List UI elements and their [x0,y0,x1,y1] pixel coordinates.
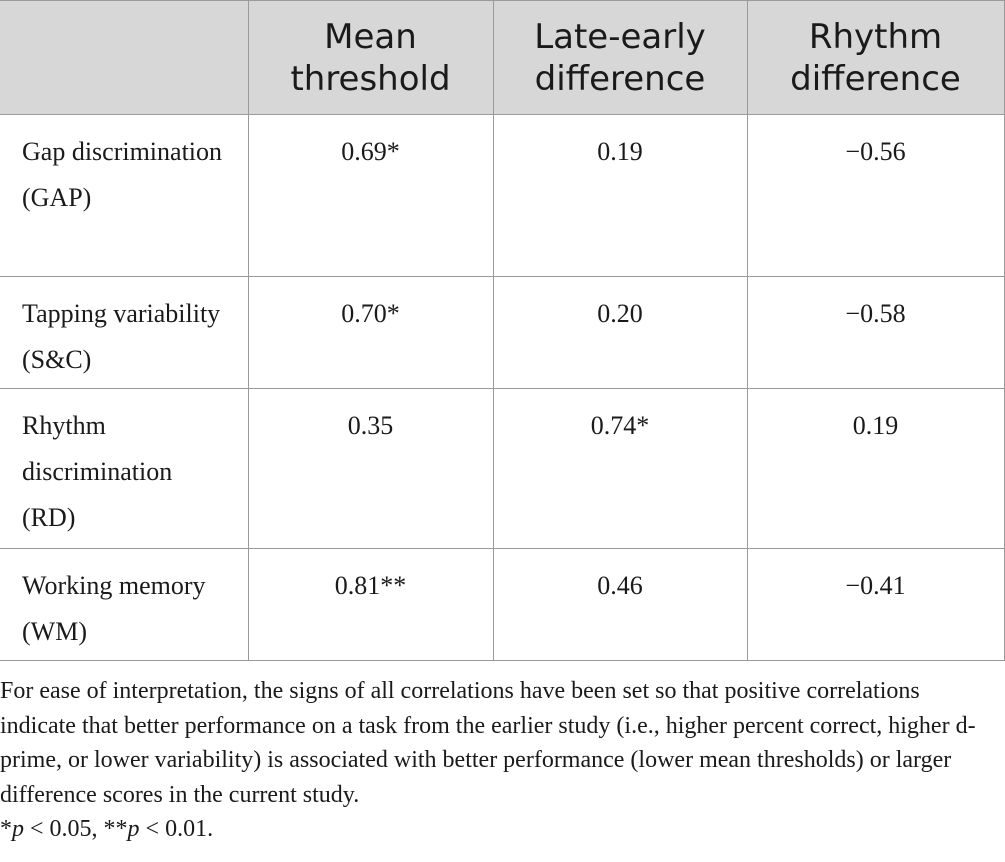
cell-late-early: 0.20 [493,277,747,389]
table-header-row [0,1,1004,115]
cell-late-early: 0.74* [493,389,747,549]
cell-rhythm: −0.56 [747,115,1004,277]
table-row [0,389,1004,549]
table-row [0,115,1004,277]
sig-b-rest: < 0.01. [139,816,214,842]
significance-note [0,812,1000,847]
header-rhythm-difference: Rhythm difference [747,1,1004,115]
cell-rhythm: 0.19 [747,389,1004,549]
cell-rhythm: −0.58 [747,277,1004,389]
row-label: Rhythm discrimination (RD) [0,389,248,549]
cell-mean-threshold: 0.69* [248,115,493,277]
sig-p-var: p [12,816,24,842]
sig-prefix: * [0,816,12,842]
table-row [0,549,1004,661]
sig-a-rest: < 0.05, ** [24,816,128,842]
cell-late-early: 0.46 [493,549,747,661]
table-row [0,277,1004,389]
cell-late-early: 0.19 [493,115,747,277]
cell-mean-threshold: 0.70* [248,277,493,389]
header-mean-threshold: Mean threshold [248,1,493,115]
footnote-text: For ease of interpretation, the signs of all correlations have been set so that positive correlations indicate that better performance on a task from the earlier study (i.e., higher percent correct, higher d-prime, or lower variability) is associated with better performance (lower mean thresholds) or larger difference scores in the current study. [0,678,976,808]
cell-rhythm: −0.41 [747,549,1004,661]
header-corner [0,1,248,115]
row-label: Working memory (WM) [0,549,248,661]
table-footnote [0,674,1000,847]
row-label: Tapping variability (S&C) [0,277,248,389]
sig-p-var: p [127,816,140,842]
cell-mean-threshold: 0.35 [248,389,493,549]
header-late-early-difference: Late-early difference [493,1,747,115]
row-label: Gap discrimination (GAP) [0,115,248,277]
cell-mean-threshold: 0.81** [248,549,493,661]
